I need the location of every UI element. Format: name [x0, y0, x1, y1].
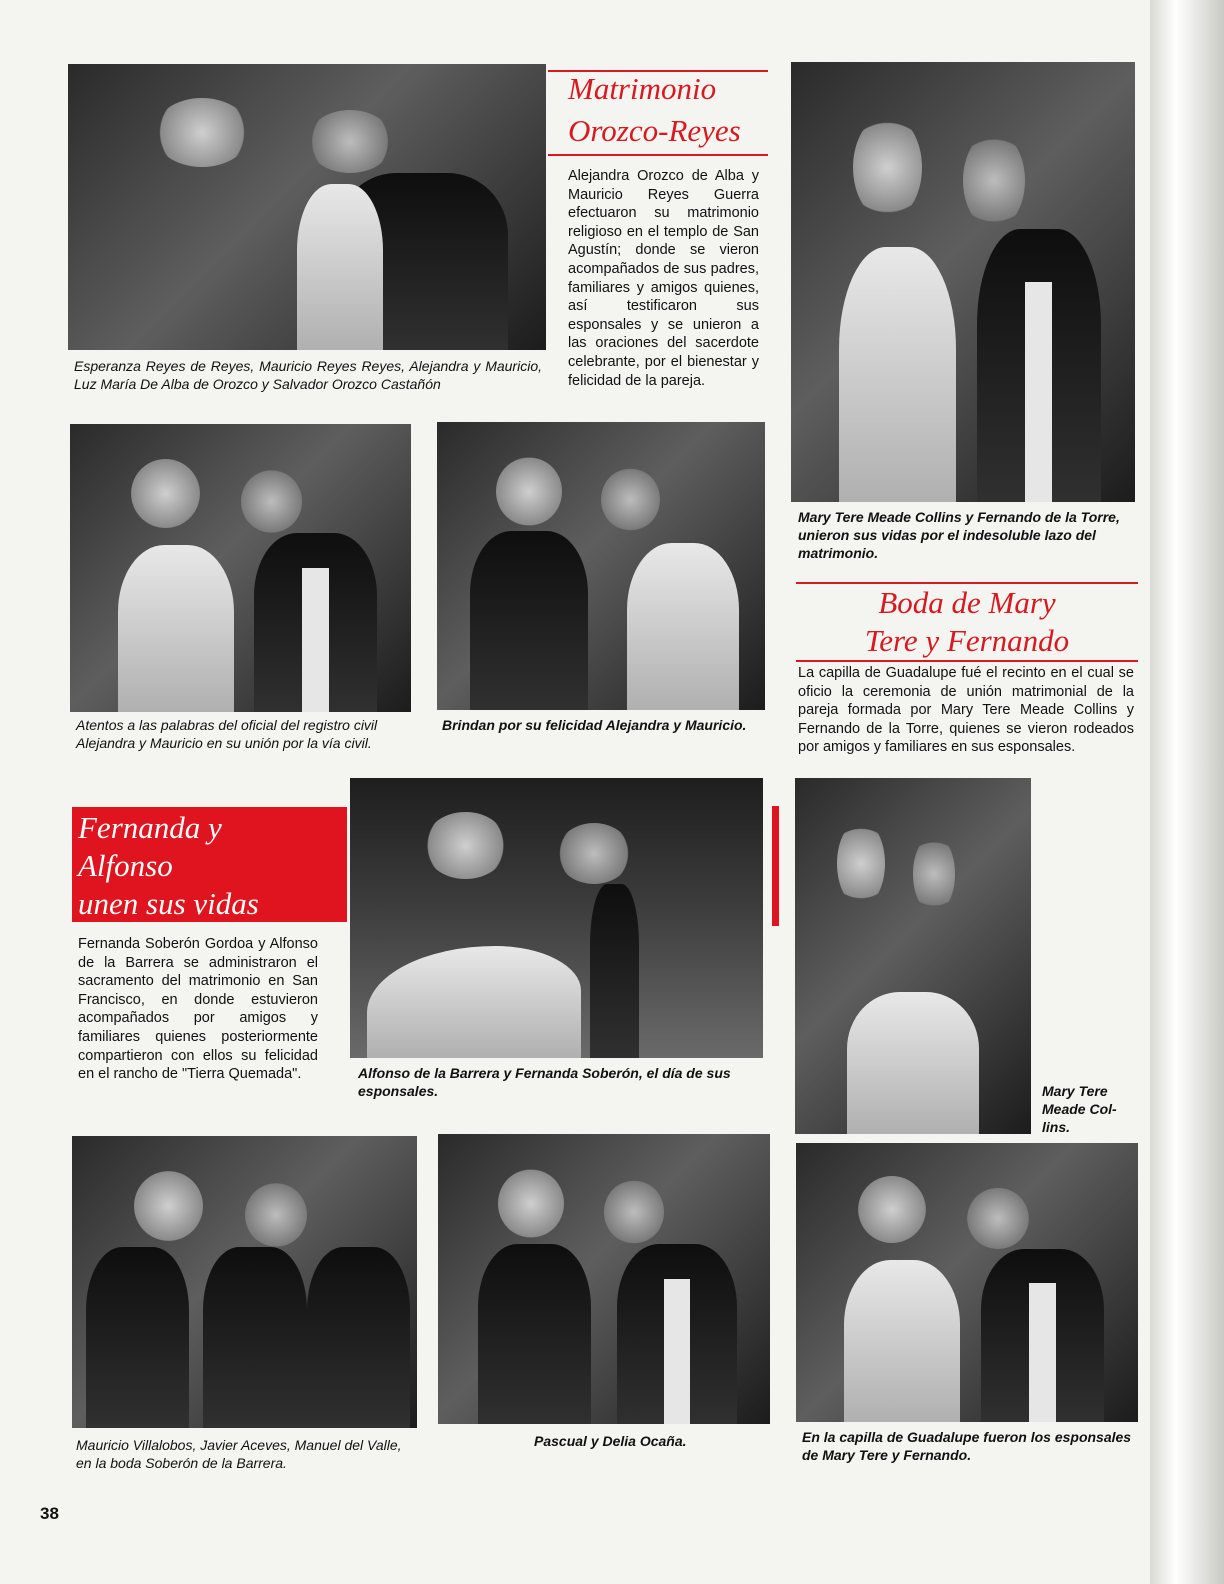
photo-mary-tere-fernando: [791, 62, 1135, 502]
caption-portrait-line2: Meade Col-: [1042, 1101, 1117, 1117]
article-body-mary-tere: La capilla de Guadalupe fué el recinto en el cual se oficio la ceremonia de unión matrimonial de la pareja formada por Mary Tere Meade Collins y Fernando de la Torre, quienes se vieron rodeados por amigos y familiares en sus esponsales.: [798, 665, 1134, 756]
headline-box-fernanda-alfonso: [72, 807, 347, 922]
article-body-orozco-reyes: Alejandra Orozco de Alba y Mauricio Reyes Guerra efectuaron su matrimonio religioso en el templo de San Agustín; donde se vieron acompañados de sus padres, familiares y amigos quienes, así testificaron sus esponsales y se unieron a las oraciones del sacerdote celebrante, por el bienestar y felicidad de la pareja.: [568, 168, 759, 389]
headline-mary-tere-line1: Boda de Mary: [878, 585, 1056, 620]
headline-rule-bottom: [548, 154, 768, 156]
headline-fernanda-line2: Alfonso: [78, 848, 173, 883]
photo-toast: [437, 422, 765, 710]
caption-mary-tere-fernando: Mary Tere Meade Collins y Fernando de la Torre, unieron sus vidas por el indesoluble lazo del matrimonio.: [798, 509, 1120, 561]
photo-three-friends: [72, 1136, 417, 1428]
headline-mary-tere-line2: Tere y Fernando: [864, 623, 1070, 658]
caption-garden-wedding: Alfonso de la Barrera y Fernanda Soberón, el día de sus esponsales.: [358, 1065, 731, 1099]
headline-fernanda-line1: Fernanda y: [78, 810, 222, 845]
caption-three-friends: Mauricio Villalobos, Javier Aceves, Manuel del Valle, en la boda Soberón de la Barrera.: [76, 1437, 402, 1471]
photo-garden-wedding: [350, 778, 763, 1058]
photo-civil-registry: [70, 424, 411, 712]
caption-portrait-line1: Mary Tere: [1042, 1083, 1108, 1099]
red-accent-bar: [772, 806, 779, 926]
caption-civil-registry: Atentos a las palabras del oficial del registro civil Alejandra y Mauricio en su unión por la vía civil.: [76, 717, 378, 751]
headline-orozco-reyes-line1: Matrimonio: [568, 71, 717, 106]
photo-mary-tere-portrait: [795, 778, 1031, 1134]
photo-pascual-delia: [438, 1134, 770, 1424]
caption-toast: Brindan por su felicidad Alejandra y Mauricio.: [442, 717, 747, 733]
page-number: 38: [40, 1504, 59, 1523]
photo-family-group: [68, 64, 546, 350]
headline-rule-mary-bottom: [796, 660, 1138, 662]
article-body-fernanda-alfonso: Fernanda Soberón Gordoa y Alfonso de la Barrera se administraron el sacramento del matrimonio en San Francisco, en donde estuvieron acompañados por amigos y familiares quienes posteriormente compartieron con ellos su felicidad en el rancho de "Tierra Quemada".: [78, 936, 318, 1083]
caption-pascual-delia: Pascual y Delia Ocaña.: [534, 1433, 687, 1449]
headline-fernanda-line3: unen sus vidas: [78, 886, 259, 921]
caption-chapel-guadalupe: En la capilla de Guadalupe fueron los esponsales de Mary Tere y Fernando.: [802, 1429, 1132, 1463]
caption-portrait-line3: lins.: [1042, 1119, 1071, 1135]
page-fold-edge: [1150, 0, 1224, 1584]
photo-chapel-guadalupe: [796, 1143, 1138, 1422]
caption-family-group: Esperanza Reyes de Reyes, Mauricio Reyes Reyes, Alejandra y Mauricio, Luz María De Alba de Orozco y Salvador Orozco Castañón: [74, 358, 542, 392]
headline-orozco-reyes-line2: Orozco-Reyes: [568, 113, 741, 148]
